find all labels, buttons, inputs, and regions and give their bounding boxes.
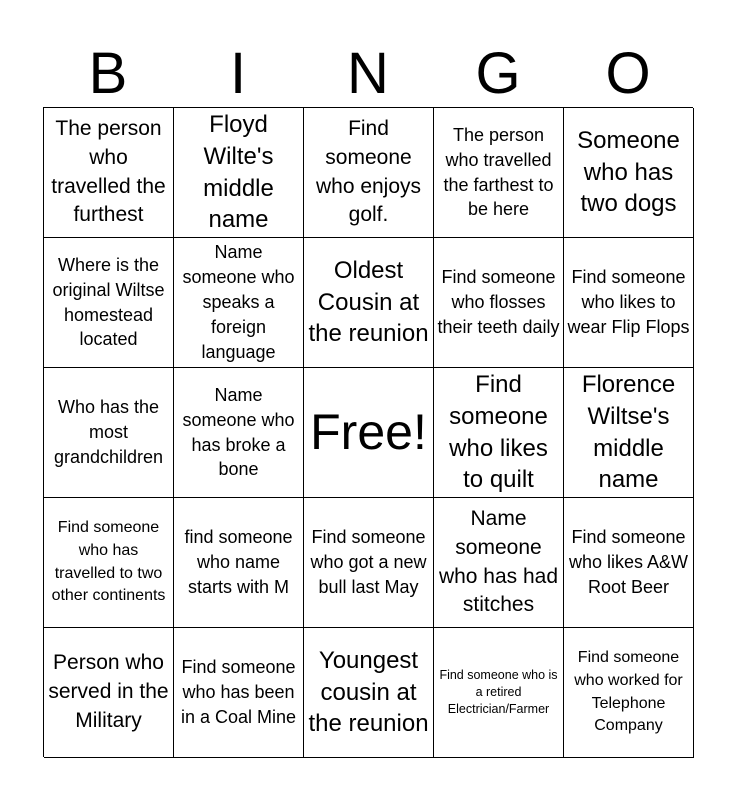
header-letter-i: I (229, 41, 247, 106)
cell-text: Name someone who speaks a foreign language (182, 242, 295, 362)
free-space-cell[interactable] (304, 368, 434, 498)
bingo-cell[interactable] (434, 238, 564, 368)
bingo-cell[interactable] (174, 238, 304, 368)
bingo-cell[interactable] (44, 628, 174, 758)
bingo-cell[interactable] (174, 498, 304, 628)
bingo-cell[interactable] (304, 108, 434, 238)
bingo-cell[interactable] (44, 108, 174, 238)
bingo-cell[interactable] (174, 628, 304, 758)
bingo-cell[interactable] (434, 368, 564, 498)
bingo-cell[interactable] (434, 498, 564, 628)
cell-text: find someone who name starts with M (184, 527, 293, 597)
cell-text: Who has the most grandchildren (53, 397, 164, 467)
bingo-cell[interactable] (564, 368, 694, 498)
bingo-cell[interactable] (434, 628, 564, 758)
bingo-cell[interactable] (174, 368, 304, 498)
cell-text: Find someone who enjoys golf. (315, 116, 422, 227)
bingo-cell[interactable] (44, 368, 174, 498)
bingo-cell[interactable] (304, 498, 434, 628)
cell-text: Where is the original Wiltse homestead located (52, 254, 165, 350)
cell-text: The person who travelled the furthest (51, 116, 166, 227)
bingo-cell[interactable] (434, 108, 564, 238)
cell-text: Find someone who likes A&W Root Beer (568, 527, 689, 597)
bingo-cell[interactable] (564, 628, 694, 758)
header-letter-g: G (475, 41, 521, 106)
bingo-cell[interactable] (564, 498, 694, 628)
header-letter-o: O (605, 41, 651, 106)
bingo-cell[interactable] (304, 628, 434, 758)
cell-text: Find someone who likes to wear Flip Flops (567, 267, 690, 337)
cell-text: Name someone who has broke a bone (182, 384, 295, 480)
cell-text: Find someone who is a retired Electrician/Farmer (439, 667, 558, 717)
cell-text: Person who served in the Military (48, 651, 169, 732)
bingo-cell[interactable] (564, 108, 694, 238)
bingo-cell[interactable] (564, 238, 694, 368)
bingo-cell[interactable] (44, 498, 174, 628)
cell-text: Someone who has two dogs (577, 126, 680, 218)
cell-text: Youngest cousin at the reunion (308, 646, 429, 738)
cell-text: Find someone who flosses their teeth daily (437, 267, 560, 337)
bingo-cell[interactable] (44, 238, 174, 368)
free-space-text: Free! (310, 404, 427, 460)
cell-text: Floyd Wilte's middle name (203, 111, 274, 234)
header-letter-n: N (347, 41, 389, 106)
bingo-header (43, 40, 693, 108)
header-letter-b: B (88, 41, 128, 106)
cell-text: Oldest Cousin at the reunion (308, 256, 429, 348)
bingo-card-grid (43, 107, 693, 757)
bingo-cell[interactable] (174, 108, 304, 238)
bingo-cell[interactable] (304, 238, 434, 368)
cell-text: Find someone who worked for Telephone Company (574, 649, 683, 735)
cell-text: Florence Wiltse's middle name (581, 371, 676, 494)
cell-text: Find someone who has been in a Coal Mine (180, 657, 297, 727)
cell-text: Name someone who has had stitches (438, 506, 559, 617)
cell-text: Find someone who has travelled to two other continents (51, 519, 166, 605)
cell-text: Find someone who likes to quilt (449, 371, 548, 494)
cell-text: The person who travelled the farthest to be here (443, 124, 554, 220)
cell-text: Find someone who got a new bull last May (310, 527, 427, 597)
